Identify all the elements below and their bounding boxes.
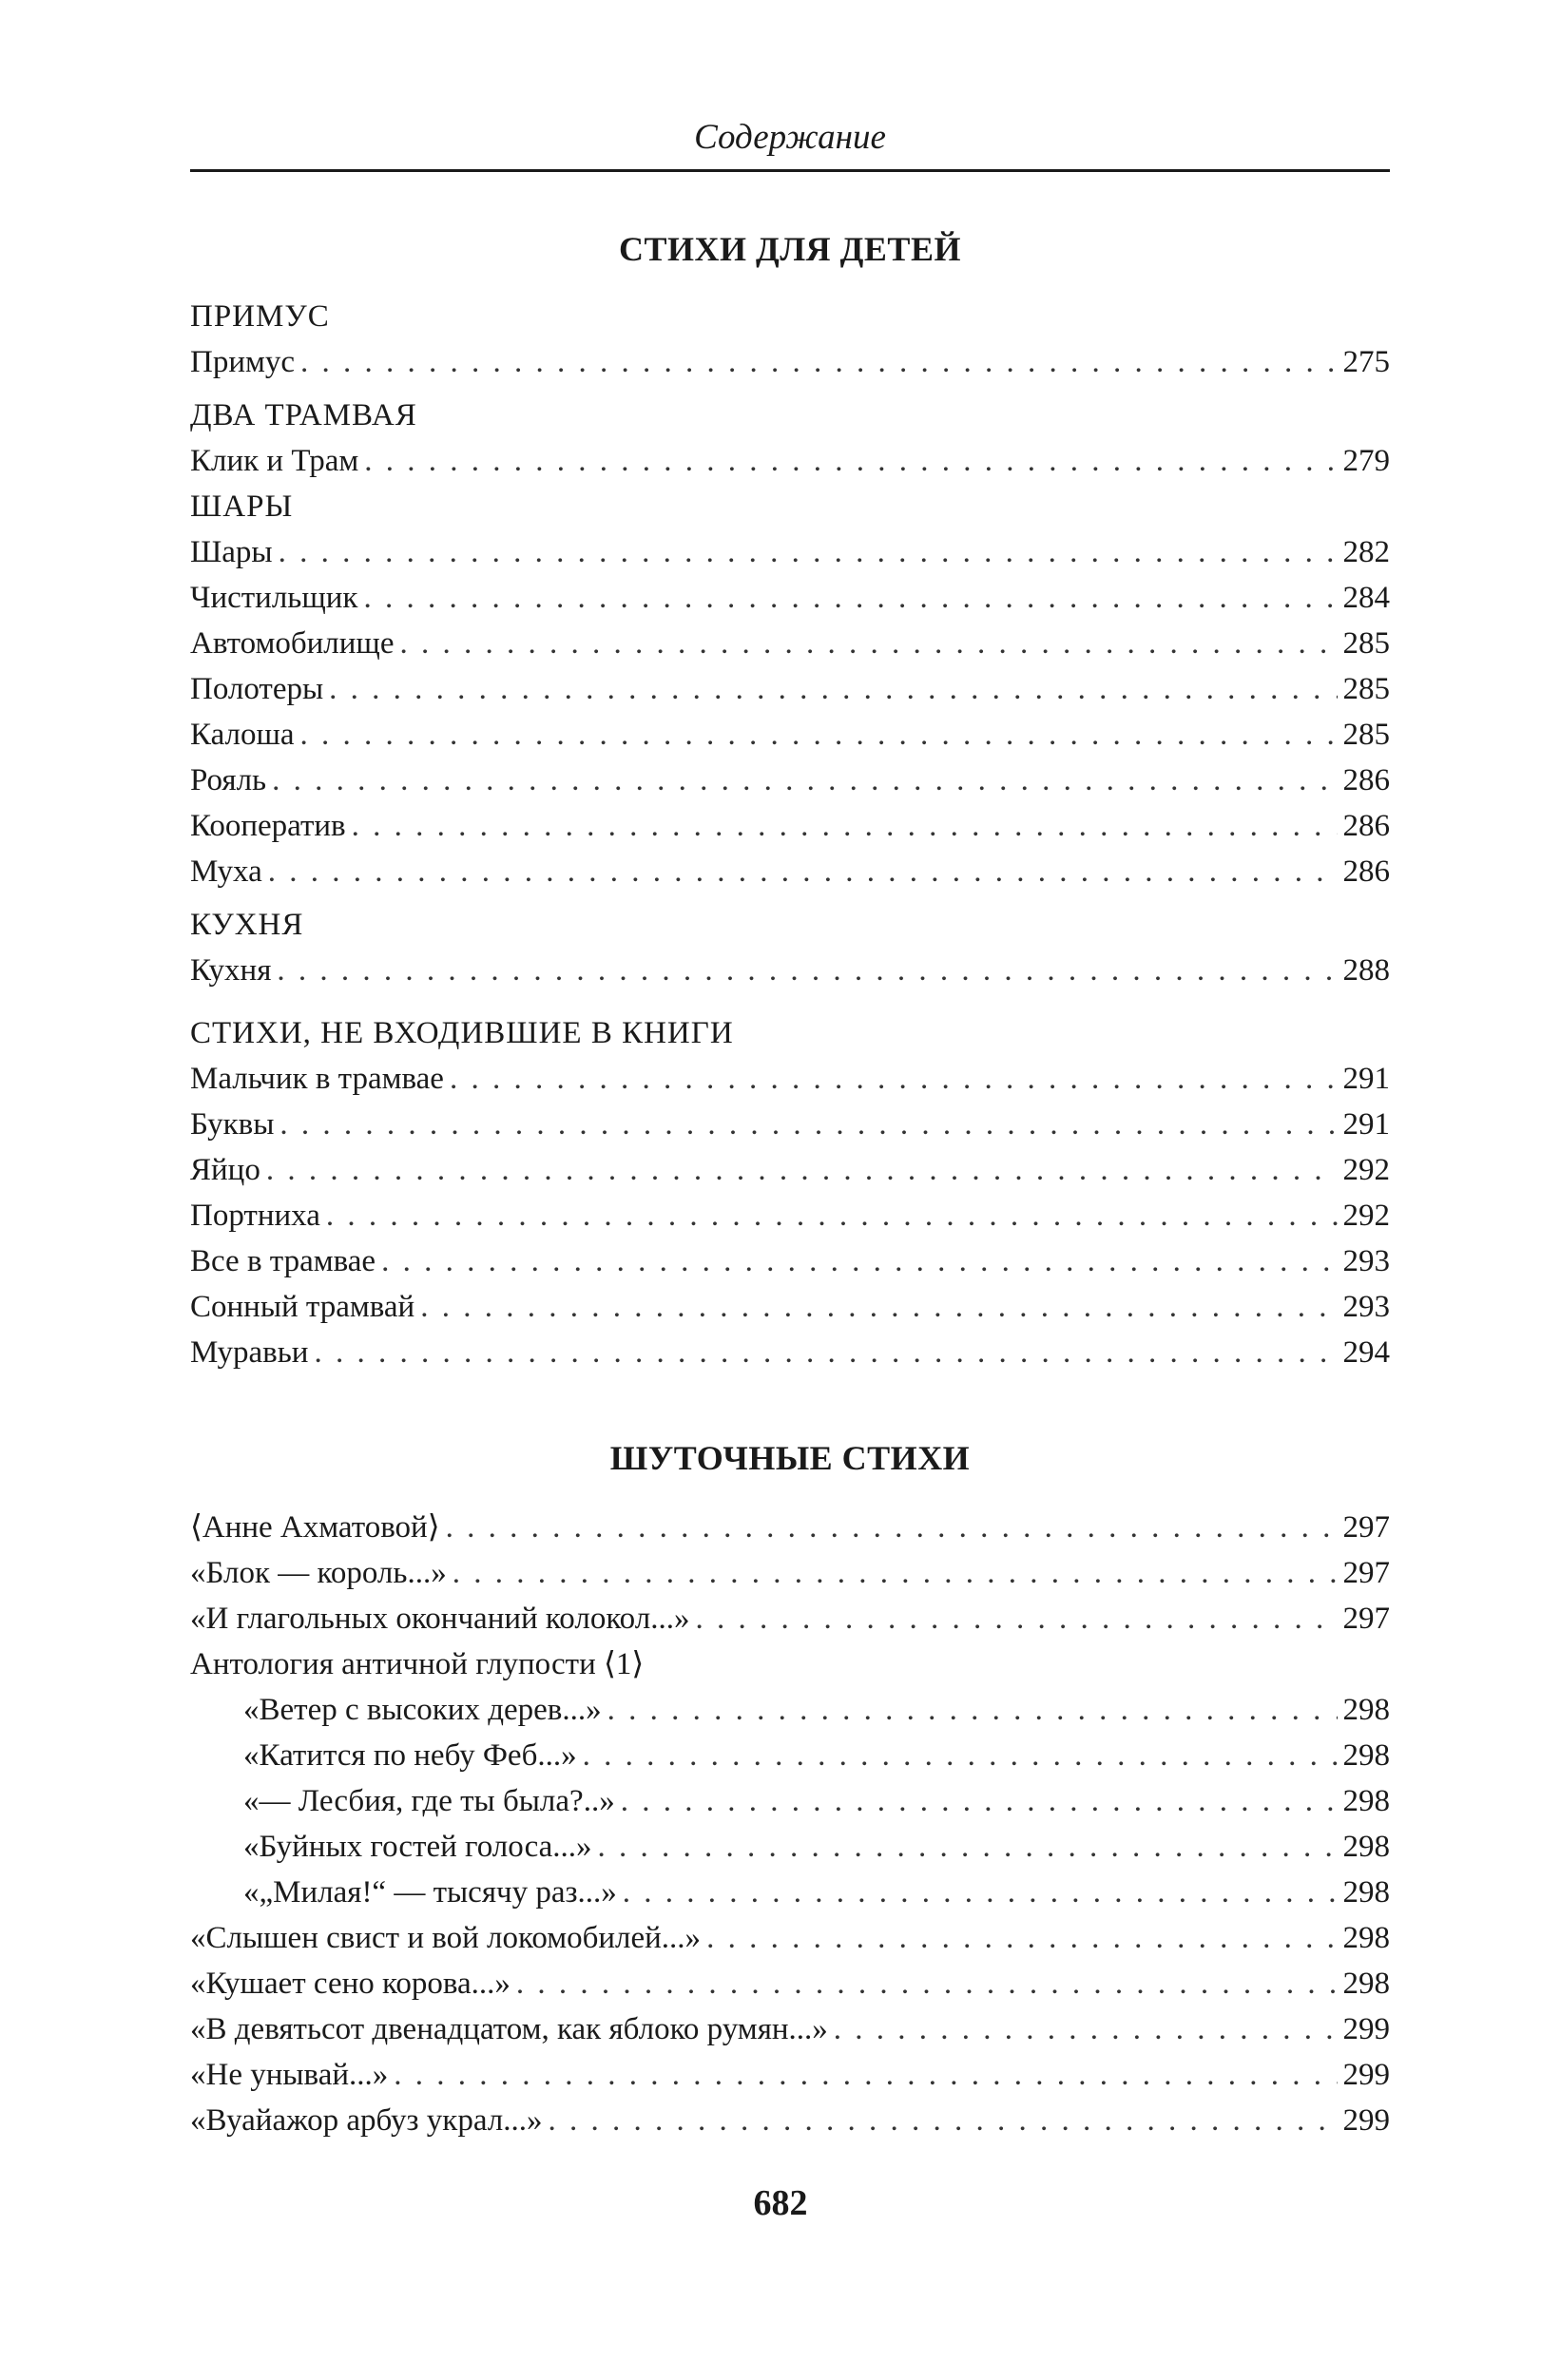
toc-list	[190, 1056, 1390, 1375]
group-title-two-trams: ДВА ТРАМВАЯ	[190, 398, 417, 432]
toc-entry	[190, 621, 1390, 666]
toc-entry	[190, 1238, 1390, 1284]
toc-entry-page: 286	[1342, 854, 1390, 889]
section-title-children-poems: СТИХИ ДЛЯ ДЕТЕЙ	[619, 230, 961, 268]
toc-entry-title: «Ветер с высоких дерев...»	[243, 1693, 602, 1727]
toc-entry-page: 298	[1342, 1738, 1390, 1773]
toc-entry-page: 288	[1342, 953, 1390, 988]
toc-entry	[190, 803, 1390, 849]
toc-entry-title: ⟨Анне Ахматовой⟩	[190, 1510, 440, 1545]
toc-list	[190, 339, 1390, 385]
toc-entry	[190, 1915, 1390, 1961]
running-head: Содержание	[694, 118, 886, 157]
toc-entry-title: Портниха	[190, 1199, 320, 1233]
toc-entry-page: 294	[1342, 1335, 1390, 1370]
leader-dots	[607, 1687, 1338, 1733]
toc-entry-page: 285	[1342, 626, 1390, 661]
toc-entry	[190, 438, 1390, 484]
toc-entry-page: 299	[1342, 2103, 1390, 2138]
toc-entry-page: 292	[1342, 1153, 1390, 1187]
leader-dots	[446, 1505, 1338, 1550]
toc-list	[190, 438, 1390, 484]
leader-dots	[598, 1824, 1338, 1870]
leader-dots	[279, 529, 1338, 575]
toc-entry-title: Муха	[190, 854, 262, 889]
toc-entry-page: 299	[1342, 2058, 1390, 2092]
toc-entry	[190, 666, 1390, 712]
toc-entry-anthology	[190, 1641, 1390, 1687]
toc-entry	[190, 1687, 1390, 1733]
leader-dots	[326, 1193, 1338, 1238]
leader-dots	[266, 1147, 1338, 1193]
group-title-primus: ПРИМУС	[190, 299, 330, 334]
toc-entry-title: «Кушает сено корова...»	[190, 1967, 511, 2001]
toc-entry-page: 297	[1342, 1510, 1390, 1545]
toc-page	[190, 112, 1390, 2143]
leader-dots	[621, 1778, 1338, 1824]
toc-entry-title: Мальчик в трамвае	[190, 1062, 444, 1096]
toc-entry	[190, 1056, 1390, 1102]
toc-entry	[190, 758, 1390, 803]
toc-entry-page: 298	[1342, 1967, 1390, 2001]
toc-section-humorous-poems	[190, 1505, 1390, 2143]
toc-entry-title: Примус	[190, 345, 296, 379]
toc-entry	[190, 1550, 1390, 1596]
leader-dots	[453, 1550, 1338, 1596]
leader-dots	[399, 621, 1337, 666]
leader-dots	[394, 2052, 1337, 2098]
toc-entry-page: 298	[1342, 1830, 1390, 1864]
toc-entry-title: «Слышен свист и вой локомобилей...»	[190, 1921, 702, 1955]
toc-entry-title: Чистильщик	[190, 581, 358, 615]
toc-entry	[190, 575, 1390, 621]
toc-list	[190, 1687, 1390, 1915]
leader-dots	[314, 1330, 1337, 1375]
toc-entry	[190, 849, 1390, 894]
toc-entry	[190, 948, 1390, 993]
leader-dots	[623, 1870, 1338, 1915]
toc-entry-title: «Блок — король...»	[190, 1556, 447, 1590]
leader-dots	[363, 575, 1337, 621]
toc-entry-page: 298	[1342, 1875, 1390, 1910]
header-rule	[190, 169, 1390, 172]
toc-entry-page: 275	[1342, 345, 1390, 379]
toc-entry-page: 299	[1342, 2012, 1390, 2046]
toc-entry	[190, 712, 1390, 758]
toc-entry-title: «„Милая!“ — тысячу раз...»	[243, 1875, 617, 1910]
toc-entry-page: 292	[1342, 1199, 1390, 1233]
toc-entry-title: Калоша	[190, 718, 295, 752]
toc-entry-title: «— Лесбия, где ты была?..»	[243, 1784, 615, 1818]
toc-entry-page: 279	[1342, 444, 1390, 478]
toc-entry-title: Шары	[190, 535, 273, 569]
toc-entry-title: «Не унывай...»	[190, 2058, 389, 2092]
toc-entry-title: «И глагольных окончаний колокол...»	[190, 1602, 690, 1636]
toc-entry-page: 286	[1342, 763, 1390, 797]
leader-dots	[272, 758, 1337, 803]
toc-entry-title: Рояль	[190, 763, 267, 797]
toc-entry-title: Сонный трамвай	[190, 1290, 415, 1324]
toc-entry-title: Антология античной глупости ⟨1⟩	[190, 1647, 645, 1681]
leader-dots	[420, 1284, 1337, 1330]
toc-entry	[190, 1284, 1390, 1330]
leader-dots	[548, 2098, 1337, 2143]
toc-entry-page: 291	[1342, 1062, 1390, 1096]
toc-entry	[190, 1733, 1390, 1778]
toc-entry	[190, 1330, 1390, 1375]
toc-entry	[190, 2052, 1390, 2098]
toc-entry-title: Кухня	[190, 953, 272, 988]
toc-entry	[190, 2006, 1390, 2052]
leader-dots	[364, 438, 1337, 484]
toc-entry-page: 298	[1342, 1784, 1390, 1818]
section-title-humorous-poems: ШУТОЧНЫЕ СТИХИ	[609, 1439, 971, 1477]
toc-list	[190, 529, 1390, 894]
toc-section-children-poems	[190, 294, 1390, 1375]
page-number: 682	[753, 2183, 808, 2223]
toc-entry-page: 284	[1342, 581, 1390, 615]
leader-dots	[329, 666, 1337, 712]
toc-entry-page: 298	[1342, 1921, 1390, 1955]
leader-dots	[268, 849, 1338, 894]
toc-entry-title: Все в трамвае	[190, 1244, 376, 1278]
leader-dots	[516, 1961, 1338, 2006]
toc-entry-page: 297	[1342, 1556, 1390, 1590]
leader-dots	[834, 2006, 1338, 2052]
group-title-kitchen: КУХНЯ	[190, 908, 304, 942]
toc-entry-title: «Катится по небу Феб...»	[243, 1738, 577, 1773]
toc-entry-page: 285	[1342, 672, 1390, 706]
toc-entry-page: 282	[1342, 535, 1390, 569]
toc-entry	[190, 2098, 1390, 2143]
leader-dots	[279, 1102, 1337, 1147]
leader-dots	[300, 339, 1337, 385]
leader-dots	[300, 712, 1338, 758]
toc-entry	[190, 1596, 1390, 1641]
toc-entry-page: 291	[1342, 1107, 1390, 1142]
toc-entry	[190, 1961, 1390, 2006]
toc-entry-title: Клик и Трам	[190, 444, 359, 478]
toc-entry-page: 286	[1342, 809, 1390, 843]
leader-dots	[450, 1056, 1338, 1102]
toc-entry	[190, 339, 1390, 385]
leader-dots	[706, 1915, 1337, 1961]
leader-dots	[381, 1238, 1337, 1284]
toc-entry	[190, 1147, 1390, 1193]
toc-entry	[190, 1824, 1390, 1870]
group-title-balloons: ШАРЫ	[190, 489, 294, 524]
toc-entry-title: Яйцо	[190, 1153, 260, 1187]
toc-list	[190, 948, 1390, 993]
group-title-uncollected: СТИХИ, НЕ ВХОДИВШИЕ В КНИГИ	[190, 1016, 734, 1050]
leader-dots	[583, 1733, 1338, 1778]
toc-entry-title: Кооператив	[190, 809, 346, 843]
toc-entry-title: Буквы	[190, 1107, 275, 1142]
toc-entry-title: Автомобилище	[190, 626, 395, 661]
toc-entry-title: «Буйных гостей голоса...»	[243, 1830, 592, 1864]
toc-entry	[190, 529, 1390, 575]
toc-list	[190, 1915, 1390, 2143]
toc-entry-page: 293	[1342, 1290, 1390, 1324]
toc-entry-page: 285	[1342, 718, 1390, 752]
toc-entry-page: 293	[1342, 1244, 1390, 1278]
leader-dots	[352, 803, 1338, 849]
toc-entry	[190, 1102, 1390, 1147]
toc-entry	[190, 1778, 1390, 1824]
leader-dots	[277, 948, 1337, 993]
toc-entry	[190, 1870, 1390, 1915]
toc-entry-page: 298	[1342, 1693, 1390, 1727]
toc-entry	[190, 1505, 1390, 1550]
toc-list	[190, 1505, 1390, 1641]
toc-entry-title: «Вуайажор арбуз украл...»	[190, 2103, 543, 2138]
toc-entry	[190, 1193, 1390, 1238]
toc-entry-title: Полотеры	[190, 672, 324, 706]
toc-entry-title: Муравьи	[190, 1335, 309, 1370]
toc-entry-title: «В девятьсот двенадцатом, как яблоко румян...»	[190, 2012, 828, 2046]
toc-entry-page: 297	[1342, 1602, 1390, 1636]
leader-dots	[695, 1596, 1337, 1641]
